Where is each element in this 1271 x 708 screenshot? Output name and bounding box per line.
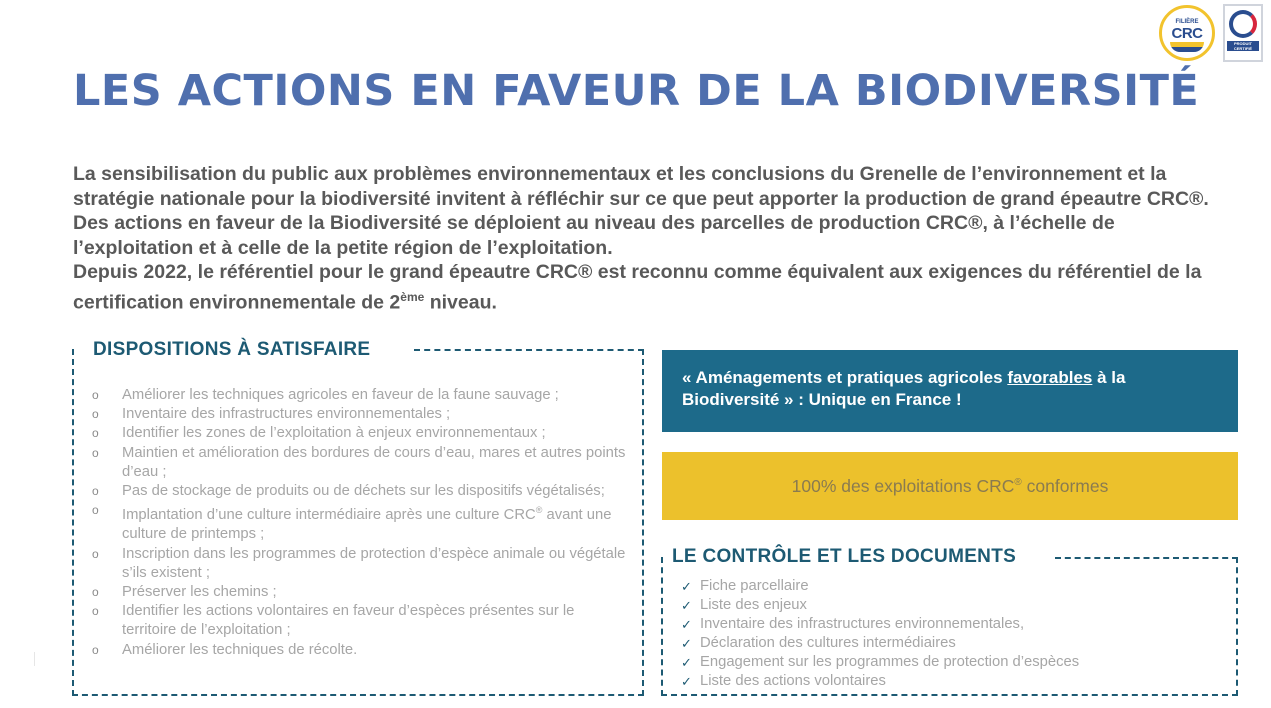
crc-logo-top-text: FILIÈRE — [1175, 18, 1199, 25]
list-item-text: Déclaration des cultures intermédiaires — [700, 635, 956, 651]
list-item-text: Améliorer les techniques de récolte. — [122, 641, 358, 658]
list-item-text: Inscription dans les programmes de protection d’espèce animale ou végétale s’ils existent ; — [122, 545, 626, 581]
bullet-icon: o — [92, 604, 99, 619]
conformity-box — [662, 452, 1238, 520]
list-item — [92, 444, 632, 482]
list-item-text: Liste des enjeux — [700, 597, 807, 613]
list-item — [681, 577, 1221, 596]
list-item-text: Fiche parcellaire — [700, 578, 809, 594]
intro-paragraph-1: La sensibilisation du public aux problèmes environnementaux et les conclusions du Grenelle de l’environnement et la stratégie nationale pour la biodiversité invitent à réfléchir sur ce que peut apporter la production de grand épeautre CRC®. — [73, 163, 1209, 210]
list-item-text: Maintien et amélioration des bordures de cours d’eau, mares et autres points d’eau ; — [122, 444, 626, 480]
controle-title: LE CONTRÔLE ET LES DOCUMENTS — [672, 546, 1024, 568]
bullet-icon: o — [92, 426, 99, 441]
certified-product-logo — [1223, 4, 1263, 62]
intro-paragraph-2: Des actions en faveur de la Biodiversité se déploient au niveau des parcelles de production CRC®, à l’échelle de l’exploitation et à celle de la petite région de l’exploitation. — [73, 212, 1115, 259]
conformity-text — [792, 476, 1109, 497]
list-item-text: Améliorer les techniques agricoles en faveur de la faune sauvage ; — [122, 387, 559, 403]
list-item-text: Inventaire des infrastructures environnementales ; — [122, 406, 451, 423]
divider-mark — [34, 652, 35, 666]
list-item — [92, 501, 632, 544]
list-item — [92, 641, 632, 660]
quote-text-start: « Aménagements et pratiques agricoles — [682, 368, 1008, 387]
registered-mark: ® — [535, 505, 543, 516]
check-icon: ✓ — [681, 579, 692, 594]
registered-mark: ® — [1014, 476, 1022, 488]
quote-text-end: à la Biodiversité » : Unique en France ! — [682, 368, 1126, 409]
crc-logo-text: CRC — [1171, 24, 1203, 42]
intro-paragraph-3 — [73, 260, 1223, 315]
check-icon: ✓ — [681, 598, 692, 613]
list-item — [92, 545, 632, 583]
list-item — [681, 615, 1221, 634]
crc-logo-wave — [1170, 42, 1204, 52]
intro-paragraph-3-text: Depuis 2022, le référentiel pour le grand épeautre CRC® est reconnu comme équivalent aux exigences du référentiel de la certification environnementale de 2 — [73, 261, 1202, 314]
list-item — [681, 596, 1221, 615]
bullet-icon: o — [92, 546, 99, 561]
intro-text — [73, 162, 1223, 315]
list-item — [92, 424, 632, 443]
controle-list — [681, 577, 1221, 691]
list-item — [92, 405, 632, 424]
check-icon: ✓ — [681, 655, 692, 670]
check-icon: ✓ — [681, 617, 692, 632]
dispositions-title: DISPOSITIONS À SATISFAIRE — [93, 339, 378, 361]
quote-underlined-word: favorables — [1007, 368, 1093, 387]
bullet-icon: o — [92, 503, 99, 518]
list-item-text: Identifier les actions volontaires en faveur d’espèces présentes sur le territoire de l’exploitation ; — [122, 603, 575, 639]
bullet-icon: o — [92, 584, 99, 599]
list-item-text: Implantation d’une culture intermédiaire après une culture CRC — [122, 507, 536, 524]
list-item — [681, 672, 1221, 691]
conformity-text-end: conformes — [1021, 475, 1109, 496]
check-icon: ✓ — [681, 674, 692, 689]
bullet-icon: o — [92, 407, 99, 422]
list-item-text: Identifier les zones de l’exploitation à enjeux environnementaux ; — [122, 425, 546, 442]
check-icon: ✓ — [681, 636, 692, 651]
list-item-text: Pas de stockage de produits ou de déchets sur les dispositifs végétalisés; — [122, 483, 605, 500]
list-item — [92, 482, 632, 501]
list-item-text: Engagement sur les programmes de protection d’espèces — [700, 654, 1080, 670]
certification-q-icon — [1229, 10, 1257, 38]
list-item — [92, 583, 632, 602]
bullet-icon: o — [92, 484, 99, 499]
list-item — [681, 653, 1221, 672]
list-item-text: Liste des actions volontaires — [700, 673, 886, 689]
list-item — [92, 602, 632, 640]
biodiversity-quote-box — [662, 350, 1238, 432]
list-item — [92, 386, 632, 405]
certified-product-band: PRODUIT CERTIFIÉ — [1227, 41, 1259, 51]
bullet-icon: o — [92, 642, 99, 657]
crc-logo — [1159, 5, 1215, 61]
list-item-text: Préserver les chemins ; — [122, 583, 277, 600]
list-item — [681, 634, 1221, 653]
intro-superscript: ème — [400, 289, 425, 304]
page-title: LES ACTIONS EN FAVEUR DE LA BIODIVERSITÉ — [73, 66, 1200, 116]
intro-paragraph-3-end: niveau. — [424, 291, 497, 314]
conformity-text-start: 100% des exploitations CRC — [791, 475, 1015, 496]
logos — [1159, 4, 1263, 62]
dispositions-list — [92, 386, 632, 660]
bullet-icon: o — [92, 445, 99, 460]
list-item-text: Inventaire des infrastructures environnementales, — [700, 616, 1025, 632]
bullet-icon: o — [92, 388, 99, 402]
list-item-text-end: avant une culture de printemps ; — [122, 507, 612, 543]
